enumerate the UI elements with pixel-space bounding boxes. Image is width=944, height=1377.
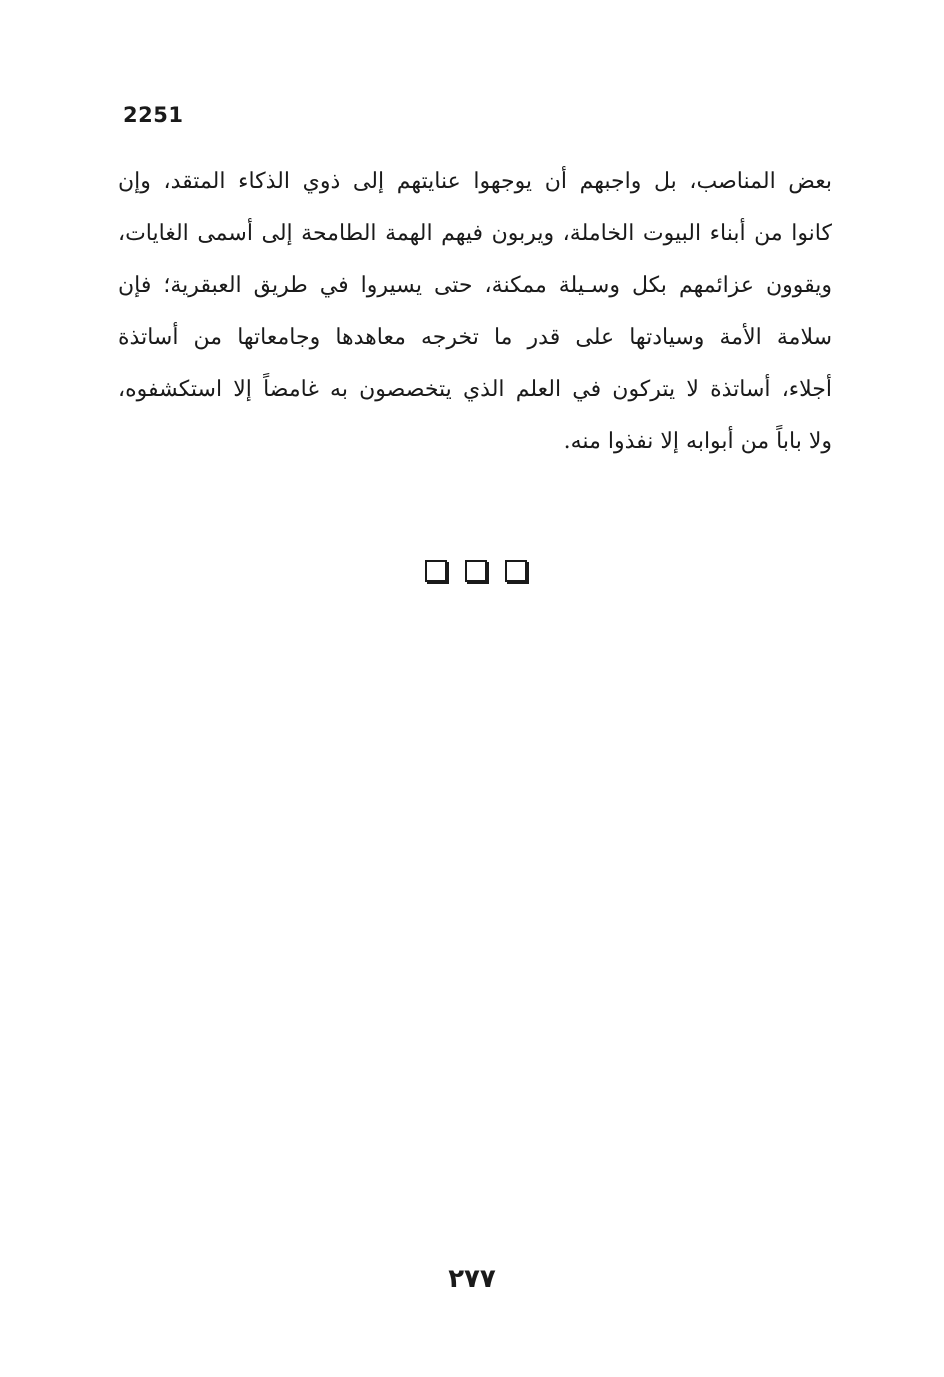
separator-square-icon [465,560,487,582]
page-number: ٢٧٧ [448,1264,496,1294]
section-separator [425,560,527,582]
separator-square-icon [425,560,447,582]
text-line: أجلاء، أساتذة لا يتركون في العلم الذي يتخصصون به غامضاً إلا استكشفوه، [118,377,832,402]
text-line: ويقوون عزائمهم بكل وسـيلة ممكنة، حتى يسيروا في طريق العبقرية؛ فإن [118,273,832,298]
text-line: بعض المناصب، بل واجبهم أن يوجهوا عنايتهم إلى ذوي الذكاء المتقد، وإن [118,169,832,194]
page-code: 2251 [123,103,184,127]
body-paragraph [118,156,832,468]
text-line: كانوا من أبناء البيوت الخاملة، ويربون فيهم الهمة الطامحة إلى أسمى الغايات، [118,221,832,246]
separator-square-icon [505,560,527,582]
text-line: سلامة الأمة وسيادتها على قدر ما تخرجه معاهدها وجامعاتها من أساتذة [118,325,832,350]
text-line: ولا باباً من أبوابه إلا نفذوا منه. [563,429,832,454]
